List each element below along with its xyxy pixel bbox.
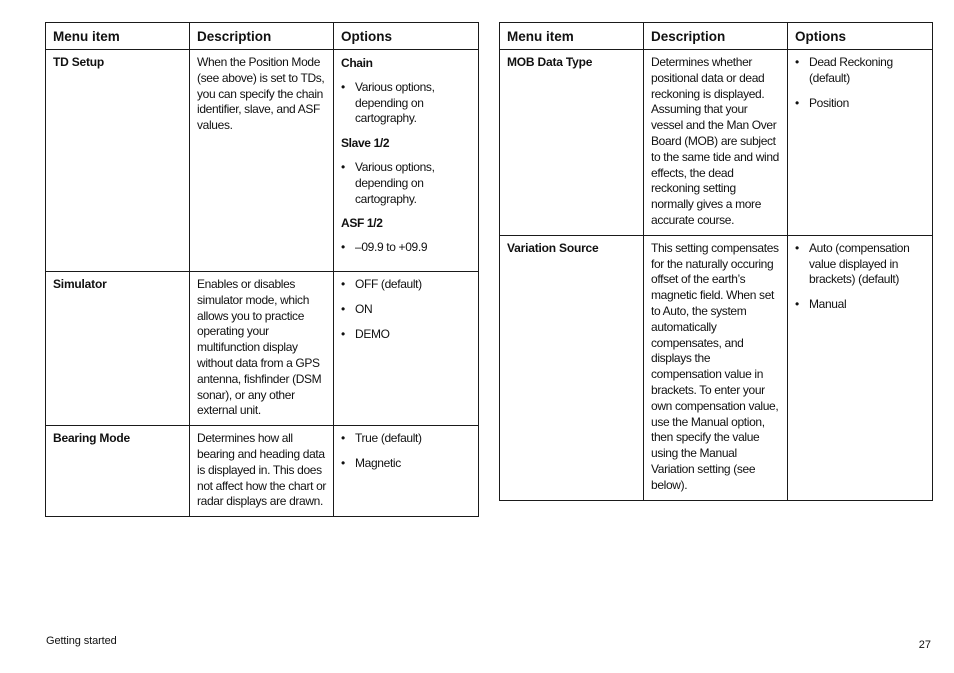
- menu-table-right: [499, 22, 933, 501]
- option-group-heading: Chain: [341, 56, 373, 70]
- option-list-item: [341, 327, 472, 343]
- option-list-item: [341, 80, 472, 127]
- bullet-icon: •: [795, 95, 799, 110]
- option-text: Various options, depending on cartography.: [355, 159, 435, 206]
- bullet-icon: •: [341, 301, 345, 316]
- option-list: [795, 55, 926, 111]
- option-list-item: [795, 297, 926, 313]
- menu-item-description: This setting compensates for the naturally occuring offset of the earth’s magnetic field. When set to Auto, the system automatically compensates, and displays the compensation value in brackets. To enter your own compensation value, use the Manual option, then specify the value using the Manual Variation setting (see below).: [644, 235, 788, 500]
- table-body: [500, 50, 933, 501]
- bullet-icon: •: [795, 240, 799, 255]
- option-list: [341, 80, 472, 127]
- table-row: [46, 426, 479, 517]
- header-menu-item: Menu item: [500, 23, 644, 50]
- bullet-icon: •: [341, 79, 345, 94]
- footer-section-title: Getting started: [46, 635, 117, 647]
- menu-item-options: [334, 271, 479, 425]
- option-group-heading: ASF 1/2: [341, 216, 383, 231]
- option-list-item: [795, 241, 926, 288]
- page-number: 27: [918, 639, 931, 651]
- menu-item-name: TD Setup: [46, 50, 190, 272]
- menu-item-options: [334, 426, 479, 517]
- header-description: Description: [190, 23, 334, 50]
- option-text: ON: [355, 301, 373, 316]
- bullet-icon: •: [341, 326, 345, 341]
- bullet-icon: •: [341, 455, 345, 470]
- header-description: Description: [644, 23, 788, 50]
- bullet-icon: •: [341, 240, 345, 255]
- option-list-item: [341, 277, 472, 293]
- menu-item-description: Enables or disables simulator mode, which allows you to practice operating your multifunction display without data from a GPS antenna, fishfinder (DSM sonar), or any other external unit.: [190, 271, 334, 425]
- option-text: OFF (default): [355, 276, 422, 291]
- option-text: Dead Reckoning (default): [809, 55, 893, 85]
- bullet-icon: •: [341, 159, 345, 174]
- bullet-icon: •: [795, 55, 799, 69]
- menu-item-options: [788, 50, 933, 236]
- option-text: DEMO: [355, 326, 390, 341]
- option-text: Position: [809, 95, 849, 110]
- table-row: [46, 271, 479, 425]
- table-body: [46, 50, 479, 517]
- table-row: [500, 235, 933, 500]
- bullet-icon: •: [341, 431, 345, 446]
- option-list-item: [795, 96, 926, 112]
- menu-item-name: Variation Source: [500, 235, 644, 500]
- option-list: [795, 241, 926, 313]
- option-text: Manual: [809, 297, 847, 312]
- option-list: [341, 431, 472, 472]
- table-header-row: [500, 23, 933, 50]
- menu-item-name: Simulator: [46, 271, 190, 425]
- table-row: [46, 50, 479, 272]
- bullet-icon: •: [795, 297, 799, 312]
- menu-item-options: [334, 50, 479, 272]
- menu-item-name: Bearing Mode: [46, 426, 190, 517]
- option-list: [341, 240, 472, 256]
- header-menu-item: Menu item: [46, 23, 190, 50]
- menu-item-description: Determines how all bearing and heading data is displayed in. This does not affect how the chart or radar displays are drawn.: [190, 426, 334, 517]
- option-list: [341, 160, 472, 207]
- menu-table-left: [45, 22, 479, 517]
- header-options: Options: [334, 23, 479, 50]
- option-list-item: [341, 431, 472, 447]
- table-row: [500, 50, 933, 236]
- option-list-item: [341, 456, 472, 472]
- bullet-icon: •: [341, 276, 345, 291]
- table-header-row: [46, 23, 479, 50]
- menu-item-name: MOB Data Type: [500, 50, 644, 236]
- option-text: Magnetic: [355, 455, 401, 470]
- option-text: Various options, depending on cartography.: [355, 79, 435, 126]
- option-list-item: [341, 160, 472, 207]
- option-list-item: [341, 302, 472, 318]
- option-list: [341, 277, 472, 342]
- option-text: Auto (compensation value displayed in brackets) (default): [809, 240, 910, 287]
- option-list-item: [341, 240, 472, 256]
- menu-item-description: Determines whether positional data or dead reckoning is displayed. Assuming that your vessel and the Man Over Board (MOB) are subject to the same tide and wind effects, the dead reckoning setting normally gives a more accurate course.: [644, 50, 788, 236]
- menu-item-description: When the Position Mode (see above) is set to TDs, you can specify the chain identifier, slave, and ASF values.: [190, 50, 334, 272]
- option-text: –09.9 to +09.9: [355, 240, 428, 255]
- option-text: True (default): [355, 431, 422, 446]
- option-list-item: [795, 55, 926, 87]
- option-group-heading: Slave 1/2: [341, 136, 390, 151]
- menu-item-options: [788, 235, 933, 500]
- header-options: Options: [788, 23, 933, 50]
